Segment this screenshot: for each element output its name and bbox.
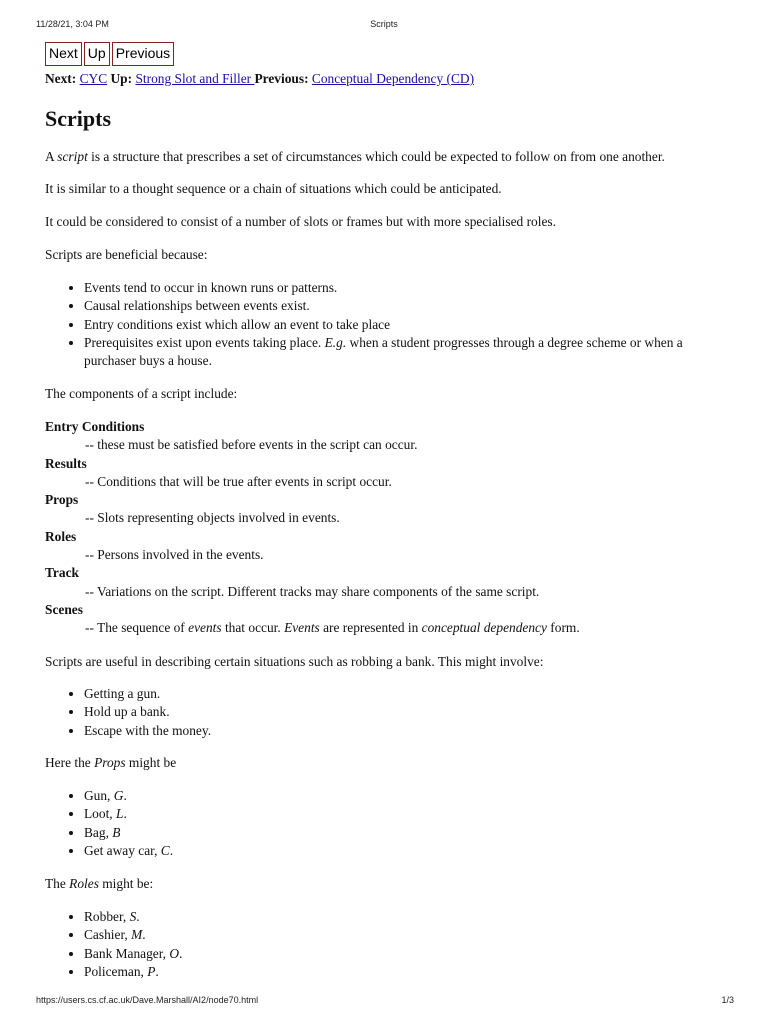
- list-item: • Cashier, M.: [84, 926, 182, 944]
- component-desc: -- these must be satisfied before events in the script can occur.: [85, 437, 418, 453]
- list-item: • Causal relationships between events exist.: [84, 297, 768, 315]
- component-term: Props: [45, 492, 79, 508]
- up-label: Up:: [110, 71, 133, 86]
- list-item: • Entry conditions exist which allow an event to take place: [84, 316, 768, 334]
- intro-paragraph-1: A script is a structure that prescribes a set of circumstances which could be expected to follow on from one another.: [45, 149, 665, 164]
- component-term: Roles: [45, 528, 77, 544]
- robbery-intro: Scripts are useful in describing certain situations such as robbing a bank. This might involve:: [45, 654, 544, 669]
- benefits-list: [45, 279, 768, 370]
- print-page-number: 1/3: [721, 995, 734, 1005]
- component-term: Results: [45, 455, 87, 471]
- print-datetime: 11/28/21, 3:04 PM: [36, 19, 109, 29]
- component-desc: -- The sequence of events that occur. Events are represented in conceptual dependency form.: [85, 620, 580, 636]
- next-link[interactable]: CYC: [79, 71, 108, 86]
- component-desc: -- Variations on the script. Different tracks may share components of the same script.: [85, 583, 540, 599]
- previous-label: Previous:: [254, 71, 309, 86]
- component-desc: -- Persons involved in the events.: [85, 547, 264, 563]
- page-title: Scripts: [45, 106, 111, 131]
- previous-button[interactable]: Previous: [112, 42, 174, 66]
- list-item: • Get away car, C.: [84, 842, 173, 860]
- benefits-intro: Scripts are beneficial because:: [45, 247, 208, 262]
- up-link[interactable]: Strong Slot and Filler: [135, 71, 255, 86]
- props-intro: Here the Props might be: [45, 755, 177, 770]
- components-intro: The components of a script include:: [45, 386, 238, 401]
- component-desc: -- Conditions that will be true after events in script occur.: [85, 473, 392, 489]
- list-item: • Getting a gun.: [84, 685, 211, 703]
- nav-buttons: [45, 42, 735, 66]
- intro-paragraph-3: It could be considered to consist of a number of slots or frames but with more specialised roles.: [45, 214, 556, 229]
- list-item: • Events tend to occur in known runs or patterns.: [84, 279, 768, 297]
- roles-intro: The Roles might be:: [45, 876, 154, 891]
- intro-paragraph-2: It is similar to a thought sequence or a chain of situations which could be anticipated.: [45, 181, 502, 196]
- roles-list: [45, 908, 182, 981]
- list-item: • Hold up a bank.: [84, 703, 211, 721]
- list-item: • Escape with the money.: [84, 722, 211, 740]
- previous-link[interactable]: Conceptual Dependency (CD): [311, 71, 475, 86]
- list-item: • Bag, B: [84, 824, 173, 842]
- list-item: • Robber, S.: [84, 908, 182, 926]
- next-button[interactable]: Next: [45, 42, 82, 66]
- page-content: [45, 42, 735, 979]
- print-url: https://users.cs.cf.ac.uk/Dave.Marshall/AI2/node70.html: [36, 995, 259, 1005]
- list-item: • Loot, L.: [84, 805, 173, 823]
- list-item: • Prerequisites exist upon events taking place. E.g. when a student progresses through a degree scheme or when a purchaser buys a house.: [84, 334, 704, 371]
- list-item: • Bank Manager, O.: [84, 945, 182, 963]
- robbery-list: [45, 685, 211, 740]
- props-list: [45, 787, 173, 860]
- script-term: script: [57, 149, 88, 164]
- component-term: Entry Conditions: [45, 419, 145, 434]
- list-item: • Gun, G.: [84, 787, 173, 805]
- components-list: [45, 418, 735, 638]
- nav-links: [45, 70, 735, 88]
- list-item: • Policeman, P.: [84, 963, 182, 981]
- next-label: Next:: [45, 71, 77, 86]
- up-button[interactable]: Up: [84, 42, 110, 66]
- component-term: Track: [45, 565, 79, 581]
- component-term: Scenes: [45, 601, 83, 617]
- component-desc: -- Slots representing objects involved in events.: [85, 510, 340, 526]
- print-header: [0, 19, 768, 31]
- print-footer: [0, 995, 768, 1007]
- print-title: Scripts: [370, 19, 398, 29]
